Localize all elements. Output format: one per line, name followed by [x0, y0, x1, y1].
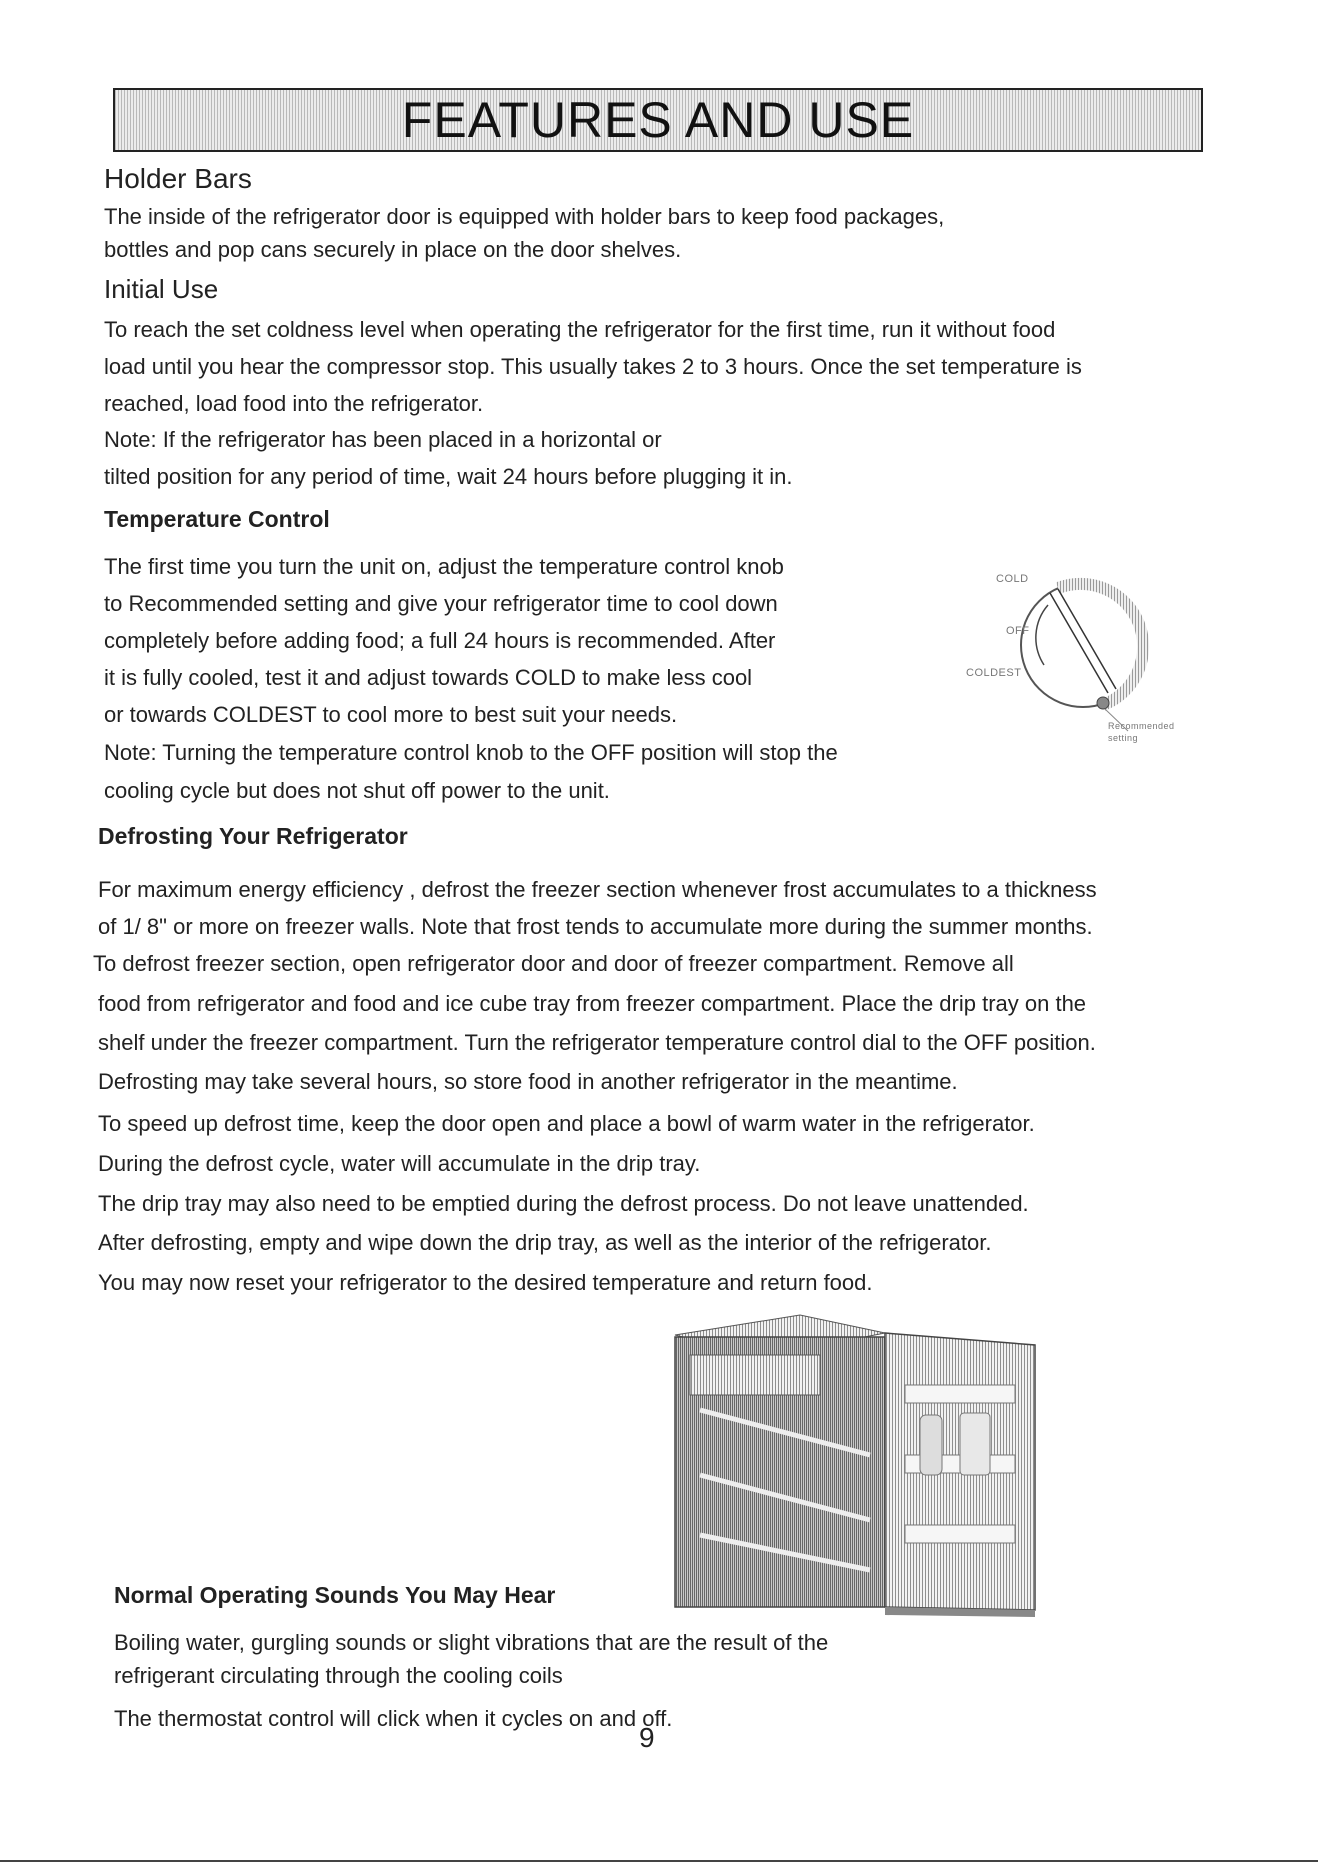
section-banner	[113, 88, 1203, 152]
initial-use-note-line-1: Note: If the refrigerator has been placed in a horizontal or	[104, 427, 662, 452]
sounds-line-1: Boiling water, gurgling sounds or slight vibrations that are the result of the	[114, 1630, 829, 1655]
sounds-line-2: refrigerant circulating through the cooling coils	[114, 1663, 563, 1688]
dial-label-setting: setting	[1108, 733, 1139, 743]
temperature-control-heading: Temperature Control	[104, 506, 330, 532]
temperature-control-line-4: it is fully cooled, test it and adjust towards COLD to make less cool	[104, 665, 753, 690]
holder-bars-line-1: The inside of the refrigerator door is equipped with holder bars to keep food packages,	[104, 204, 945, 229]
dial-label-off: OFF	[1006, 625, 1030, 637]
defrosting-line-5: shelf under the freezer compartment. Turn the refrigerator temperature control dial to the OFF position.	[98, 1030, 1096, 1055]
holder-bars-heading: Holder Bars	[104, 163, 252, 194]
initial-use-line-3: reached, load food into the refrigerator.	[104, 391, 484, 416]
defrosting-line-7: To speed up defrost time, keep the door open and place a bowl of warm water in the refrigerator.	[98, 1111, 1035, 1136]
temperature-control-line-1: The first time you turn the unit on, adjust the temperature control knob	[104, 554, 784, 579]
bottom-divider	[0, 1860, 1318, 1862]
refrigerator-illustration	[670, 1305, 1040, 1625]
defrosting-line-6: Defrosting may take several hours, so store food in another refrigerator in the meantime.	[98, 1069, 958, 1094]
dial-label-coldest: COLDEST	[966, 667, 1022, 679]
initial-use-heading: Initial Use	[104, 274, 219, 304]
temperature-control-line-5: or towards COLDEST to cool more to best suit your needs.	[104, 702, 678, 727]
page-title: FEATURES AND USE	[401, 92, 915, 148]
refrigerator-icon	[670, 1305, 1040, 1625]
temperature-control-line-2: to Recommended setting and give your refrigerator time to cool down	[104, 591, 778, 616]
temperature-control-note-line-1: Note: Turning the temperature control knob to the OFF position will stop the	[104, 740, 838, 765]
holder-bars-line-2: bottles and pop cans securely in place on the door shelves.	[104, 237, 682, 262]
dial-label-recommended: Recommended	[1108, 721, 1175, 731]
dial-label-cold: COLD	[996, 573, 1029, 585]
temperature-dial-illustration	[958, 553, 1188, 753]
temperature-control-note-line-2: cooling cycle but does not shut off power to the unit.	[104, 778, 610, 803]
defrosting-line-1: For maximum energy efficiency , defrost the freezer section whenever frost accumulates to a thickness	[98, 877, 1097, 902]
page-number: 9	[639, 1722, 655, 1753]
defrosting-heading: Defrosting Your Refrigerator	[98, 823, 408, 849]
sounds-line-3: The thermostat control will click when it cycles on and off.	[114, 1706, 673, 1731]
initial-use-line-2: load until you hear the compressor stop. This usually takes 2 to 3 hours. Once the set temperature is	[104, 354, 1082, 379]
temperature-control-line-3: completely before adding food; a full 24 hours is recommended. After	[104, 628, 776, 653]
initial-use-note-line-2: tilted position for any period of time, wait 24 hours before plugging it in.	[104, 464, 793, 489]
defrosting-line-4: food from refrigerator and food and ice cube tray from freezer compartment. Place the drip tray on the	[98, 991, 1087, 1016]
defrosting-line-3: To defrost freezer section, open refrigerator door and door of freezer compartment. Remove all	[93, 951, 1014, 976]
defrosting-line-9: The drip tray may also need to be emptied during the defrost process. Do not leave unattended.	[98, 1191, 1029, 1216]
defrosting-line-8: During the defrost cycle, water will accumulate in the drip tray.	[98, 1151, 701, 1176]
initial-use-line-1: To reach the set coldness level when operating the refrigerator for the first time, run it without food	[104, 317, 1056, 342]
defrosting-line-11: You may now reset your refrigerator to the desired temperature and return food.	[98, 1270, 873, 1295]
sounds-heading: Normal Operating Sounds You May Hear	[114, 1582, 556, 1608]
defrosting-line-10: After defrosting, empty and wipe down the drip tray, as well as the interior of the refrigerator.	[98, 1230, 992, 1255]
defrosting-line-2: of 1/ 8" or more on freezer walls. Note that frost tends to accumulate more during the summer months.	[98, 914, 1093, 939]
